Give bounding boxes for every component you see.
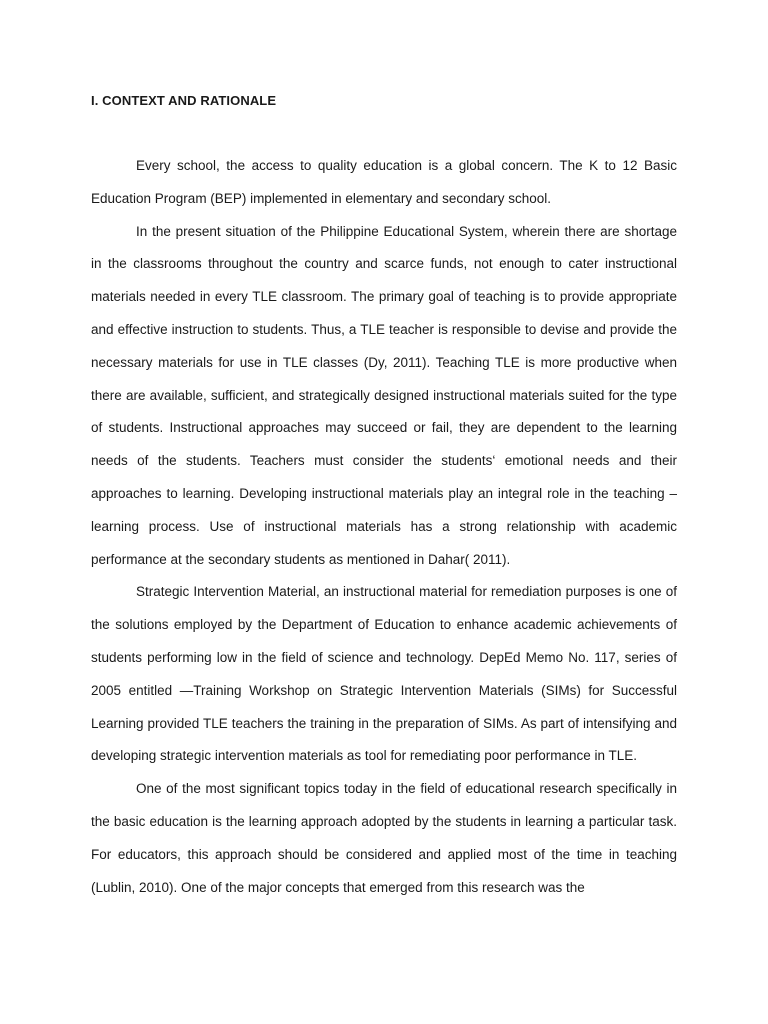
document-body — [91, 92, 677, 904]
paragraph-learning-approach: One of the most significant topics today in the field of educational research specifically in the basic education is the learning approach adopted by the students in learning a particular task. For educators, this approach should be considered and applied most of the time in teaching (Lublin, 2010). One of the major concepts that emerged from this research was the — [91, 781, 677, 895]
paragraph-present-situation: In the present situation of the Philippine Educational System, wherein there are shortage in the classrooms throughout the country and scarce funds, not enough to cater instructional materials needed in every TLE classroom. The primary goal of teaching is to provide appropriate and effective instruction to students. Thus, a TLE teacher is responsible to devise and provide the necessary materials for use in TLE classes (Dy, 2011). Teaching TLE is more productive when there are available, sufficient, and strategically designed instructional materials suited for the type of students. Instructional approaches may succeed or fail, they are dependent to the learning needs of the students. Teachers must consider the students‘ emotional needs and their approaches to learning. Developing instructional materials play an integral role in the teaching – learning process. Use of instructional materials has a strong relationship with academic performance at the secondary students as mentioned in Dahar( 2011). — [91, 223, 677, 567]
section-heading: I. CONTEXT AND RATIONALE — [91, 93, 277, 108]
paragraph-strategic-intervention: Strategic Intervention Material, an instructional material for remediation purposes is one of the solutions employed by the Department of Education to enhance academic achievements of students performing low in the field of science and technology. DepEd Memo No. 117, series of 2005 entitled ―Training Workshop on Strategic Intervention Materials (SIMs) for Successful Learning provided TLE teachers the training in the preparation of SIMs. As part of intensifying and developing strategic intervention materials as tool for remediating poor performance in TLE. — [91, 584, 677, 764]
paragraph-intro: Every school, the access to quality education is a global concern. The K to 12 Basic Education Program (BEP) implemented in elementary and secondary school. — [91, 158, 677, 206]
